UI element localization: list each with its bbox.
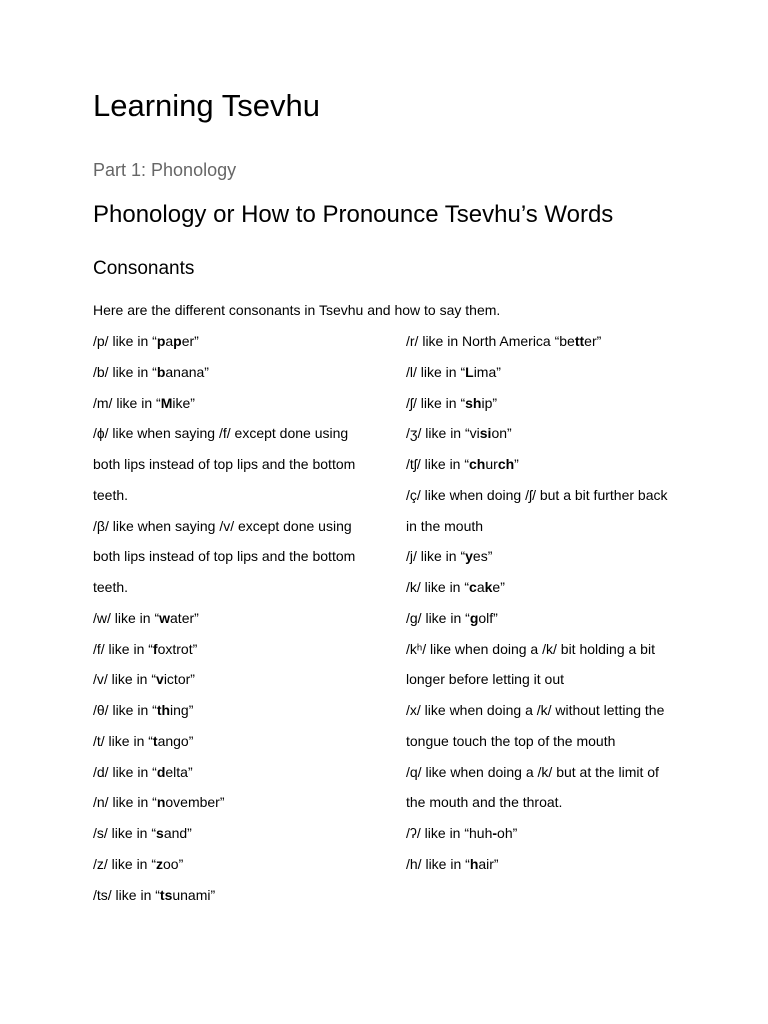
line-text: er” — [181, 333, 199, 349]
line-text: /kʰ/ like when doing a /k/ bit holding a bit — [406, 640, 655, 657]
line-text: /g/ like in “ — [406, 609, 470, 626]
bold-example-letters: z — [156, 855, 164, 872]
consonant-line — [406, 695, 667, 726]
bold-example-letters: n — [156, 794, 166, 811]
consonant-line — [406, 757, 667, 788]
line-text: olf” — [478, 609, 498, 626]
line-text: /ɸ/ like when saying /f/ except done using — [93, 425, 349, 442]
bold-example-letters: v — [156, 671, 164, 688]
line-text: unami” — [172, 886, 216, 903]
line-text: /n/ like in “ — [93, 794, 157, 811]
consonant-line — [406, 388, 667, 419]
bold-example-letters: p — [156, 333, 166, 349]
consonant-line — [93, 603, 355, 634]
consonant-line — [406, 326, 667, 357]
consonant-line — [93, 388, 355, 419]
line-text: ango” — [157, 732, 194, 749]
consonant-line — [406, 480, 667, 511]
consonant-line — [93, 664, 355, 695]
line-text: /β/ like when saying /v/ except done using — [93, 517, 352, 534]
consonant-line — [93, 787, 355, 818]
consonant-line — [406, 541, 667, 572]
line-text: /ts/ like in “ — [93, 886, 160, 903]
consonant-line — [406, 634, 667, 665]
line-text: on” — [491, 425, 512, 442]
consonant-line — [406, 726, 667, 757]
bold-example-letters: ch — [497, 456, 515, 472]
line-text: /w/ like in “ — [93, 609, 160, 626]
line-text: /m/ like in “ — [93, 394, 161, 411]
bold-example-letters: tt — [574, 333, 585, 349]
section-heading: Phonology or How to Pronounce Tsevhu’s Words — [93, 201, 614, 228]
bold-example-letters: h — [469, 855, 479, 872]
line-text: ing” — [170, 702, 194, 718]
line-text: /ʔ/ like in “huh — [406, 825, 493, 841]
consonant-line — [93, 572, 355, 603]
bold-example-letters: b — [156, 363, 166, 380]
line-text: both lips instead of top lips and the bottom — [93, 456, 356, 472]
line-text: e” — [492, 579, 505, 595]
line-text: teeth. — [93, 579, 129, 595]
line-text: /x/ like when doing a /k/ without letting the — [406, 702, 665, 718]
line-text: /d/ like in “ — [93, 763, 157, 780]
line-text: ur — [485, 456, 498, 472]
consonant-line — [406, 818, 667, 849]
consonant-list-right — [406, 326, 667, 880]
line-text: tongue touch the top of the mouth — [406, 732, 616, 749]
consonant-line — [93, 634, 355, 665]
consonant-line — [93, 695, 355, 726]
bold-example-letters: d — [156, 763, 166, 780]
line-text: /f/ like in “ — [93, 640, 153, 657]
bold-example-letters: t — [152, 732, 158, 749]
consonant-line — [93, 449, 355, 480]
line-text: /l/ like in “ — [406, 363, 466, 380]
line-text: teeth. — [93, 486, 129, 503]
consonant-line — [93, 418, 355, 449]
line-text: /b/ like in “ — [93, 363, 157, 380]
consonant-line — [406, 787, 667, 818]
consonant-line — [406, 572, 667, 603]
line-text: /tʃ/ like in “ — [406, 456, 470, 472]
line-text: /θ/ like in “ — [93, 702, 157, 718]
consonant-line — [93, 757, 355, 788]
bold-example-letters: s — [156, 825, 164, 841]
line-text: /r/ like in North America “be — [406, 333, 575, 349]
line-text: elta” — [165, 763, 193, 780]
intro-paragraph: Here are the different consonants in Tsevhu and how to say them. — [93, 302, 501, 318]
line-text: /z/ like in “ — [93, 855, 157, 872]
bold-example-letters: sh — [465, 394, 482, 411]
line-text: oh” — [497, 825, 518, 841]
consonant-line — [93, 880, 355, 911]
line-text: air” — [478, 855, 499, 872]
line-text: ” — [514, 456, 519, 472]
consonant-line — [93, 818, 355, 849]
consonant-line — [93, 511, 355, 542]
document-title: Learning Tsevhu — [93, 88, 320, 123]
consonant-line — [93, 480, 355, 511]
line-text: /h/ like in “ — [406, 855, 470, 872]
bold-example-letters: k — [484, 579, 493, 595]
line-text: /k/ like in “ — [406, 579, 470, 595]
line-text: ip” — [481, 394, 498, 411]
bold-example-letters: L — [465, 363, 474, 380]
line-text: a — [165, 333, 174, 349]
line-text: ictor” — [163, 671, 195, 688]
line-text: /p/ like in “ — [93, 333, 157, 349]
bold-example-letters: y — [465, 548, 473, 565]
bold-example-letters: w — [159, 609, 171, 626]
consonant-line — [93, 541, 355, 572]
consonant-line — [406, 418, 667, 449]
bold-example-letters: ts — [159, 886, 173, 903]
line-text: /s/ like in “ — [93, 825, 157, 841]
consonant-line — [93, 326, 355, 357]
line-text: /ʒ/ like in “vi — [406, 425, 480, 442]
consonant-line — [406, 449, 667, 480]
bold-example-letters: ch — [469, 456, 486, 472]
line-text: er” — [584, 333, 602, 349]
bold-example-letters: g — [469, 609, 479, 626]
consonants-heading: Consonants — [93, 258, 195, 279]
bold-example-letters: si — [479, 425, 492, 442]
line-text: longer before letting it out — [406, 671, 564, 688]
consonant-line — [406, 357, 667, 388]
bold-example-letters: c — [469, 579, 477, 595]
consonant-line — [93, 849, 355, 880]
consonant-list-left — [93, 326, 355, 910]
bold-example-letters: M — [160, 394, 173, 411]
line-text: a — [476, 579, 485, 595]
line-text: ater” — [170, 609, 199, 626]
bold-example-letters: f — [152, 640, 158, 657]
line-text: the mouth and the throat. — [406, 794, 563, 811]
bold-example-letters: p — [173, 333, 182, 349]
line-text: /ç/ like when doing /ʃ/ but a bit further back — [406, 486, 668, 503]
line-text: /q/ like when doing a /k/ but at the limit of — [406, 763, 659, 780]
line-text: /t/ like in “ — [93, 732, 153, 749]
line-text: oo” — [163, 855, 184, 872]
consonant-line — [406, 664, 667, 695]
consonant-line — [406, 849, 667, 880]
line-text: and” — [163, 825, 192, 841]
consonant-line — [406, 603, 667, 634]
line-text: ima” — [473, 363, 501, 380]
line-text: in the mouth — [406, 517, 484, 534]
consonant-line — [93, 726, 355, 757]
line-text: ike” — [172, 394, 195, 411]
document-subtitle: Part 1: Phonology — [93, 160, 237, 180]
line-text: both lips instead of top lips and the bottom — [93, 548, 356, 565]
line-text: /ʃ/ like in “ — [406, 394, 466, 411]
consonant-line — [93, 357, 355, 388]
line-text: oxtrot” — [157, 640, 198, 657]
bold-example-letters: th — [156, 702, 171, 718]
line-text: /v/ like in “ — [93, 671, 157, 688]
consonant-line — [406, 511, 667, 542]
line-text: /j/ like in “ — [406, 548, 466, 565]
line-text: es” — [472, 548, 493, 565]
line-text: anana” — [165, 363, 209, 380]
line-text: ovember” — [165, 794, 225, 811]
bold-example-letters: - — [492, 825, 498, 841]
